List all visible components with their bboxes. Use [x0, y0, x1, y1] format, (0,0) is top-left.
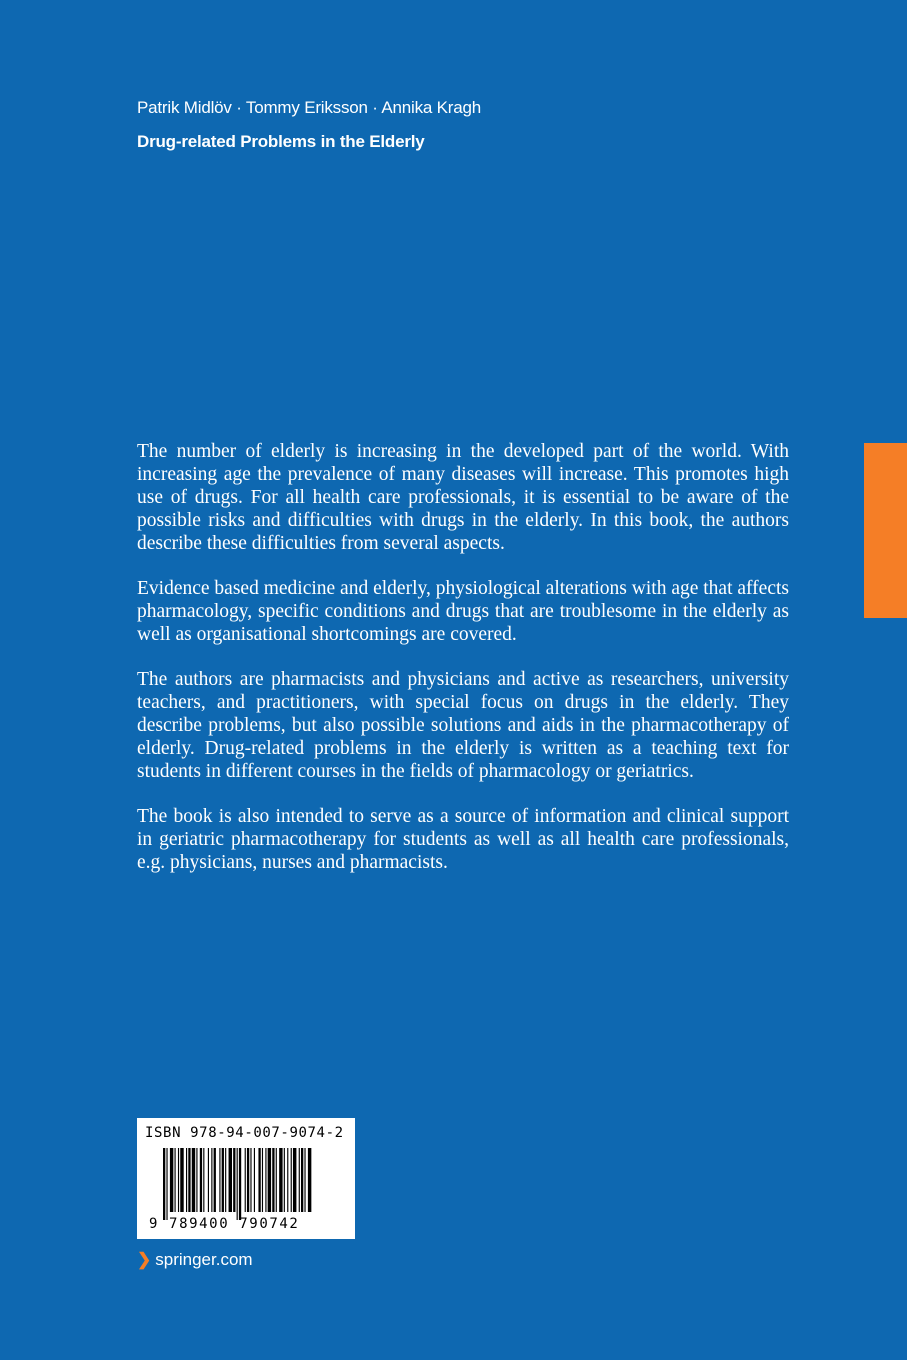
blurb-paragraph-2: Evidence based medicine and elderly, physiological alterations with age that affects pharmacology, specific conditions and drugs that are troublesome in the elderly as well as organisational shortcomings are covered.	[137, 578, 789, 645]
blurb-text	[137, 440, 789, 896]
authors-line: Patrik Midlöv · Tommy Eriksson · Annika Kragh	[137, 98, 482, 117]
chevron-right-icon: ❯	[137, 1250, 152, 1269]
publisher-website: springer.com	[155, 1250, 253, 1269]
blurb-paragraph-4: The book is also intended to serve as a source of information and clinical support in geriatric pharmacotherapy for students as well as all health care professionals, e.g. physicians, nurses and pharmacists.	[137, 806, 789, 873]
publisher-link[interactable]	[137, 1250, 253, 1270]
blurb-paragraph-1: The number of elderly is increasing in the developed part of the world. With increasing age the prevalence of many diseases will increase. This promotes high use of drugs. For all health care professionals, it is essential to be aware of the possible risks and difficulties with drugs in the elderly. In this book, the authors describe these difficulties from several aspects.	[137, 441, 789, 554]
blurb-paragraph-3: The authors are pharmacists and physicians and active as researchers, university teachers, and practitioners, with special focus on drugs in the elderly. They describe problems, but also possible solutions and aids in the pharmacotherapy of elderly. Drug-related problems in the elderly is written as a teaching text for students in different courses in the fields of pharmacology or geriatrics.	[137, 669, 789, 782]
book-title: Drug-related Problems in the Elderly	[137, 132, 425, 151]
isbn-barcode	[137, 1118, 355, 1239]
barcode-digits: 9 789400 790742	[149, 1216, 300, 1232]
orange-accent-tab	[864, 443, 907, 618]
isbn-label: ISBN 978-94-007-9074-2	[145, 1125, 344, 1141]
